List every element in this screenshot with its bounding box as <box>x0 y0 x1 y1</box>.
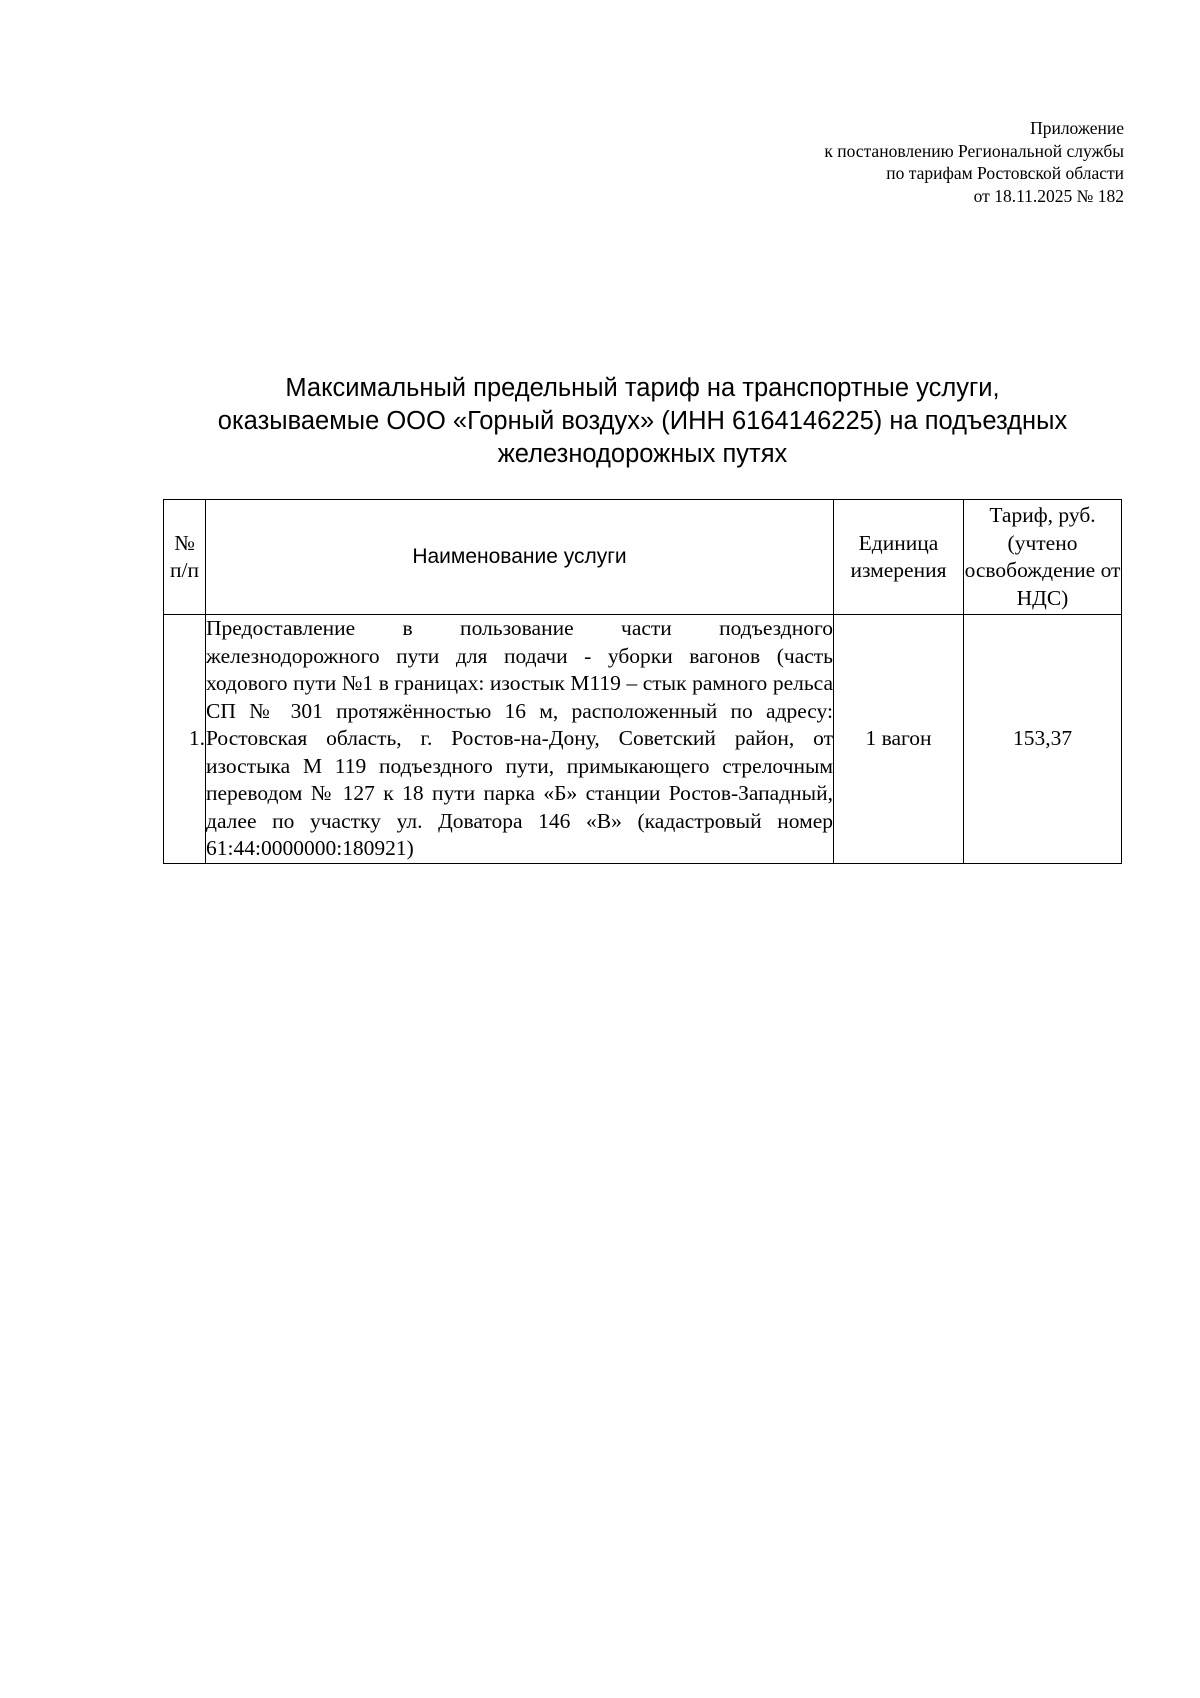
appendix-header <box>824 117 1124 207</box>
header-service-name: Наименование услуги <box>206 500 834 615</box>
appendix-line: Приложение <box>1030 118 1124 138</box>
appendix-line: от 18.11.2025 № 182 <box>973 185 1124 206</box>
row-service-name: Предоставление в пользование части подъездного железнодорожного пути для подачи - уборки вагонов (часть ходового пути №1 в границах: изостык М119 – стык рамного рельса СП № 301 протяжённостью 16 м, расположенный по адресу: Ростовская область, г. Ростов-на-Дону, Советский район, от изостыка М 119 подъездного пути, примыкающего стрелочным переводом № 127 к 18 пути парка «Б» станции Ростов-Западный, далее по участку ул. Доватора 146 «В» (кадастровый номер 61:44:0000000:180921) <box>206 615 834 864</box>
header-unit: Единица измерения <box>834 500 964 615</box>
appendix-line: к постановлению Региональной службы <box>824 140 1124 161</box>
table-header-row <box>164 500 1122 615</box>
title-line: Максимальный предельный тариф на транспортные услуги, <box>285 374 1000 402</box>
row-tariff: 153,37 <box>964 615 1122 864</box>
appendix-line: по тарифам Ростовской области <box>886 163 1124 183</box>
tariff-table <box>163 499 1122 864</box>
header-tariff: Тариф, руб. (учтено освобождение от НДС) <box>964 500 1122 615</box>
title-line: оказываемые ООО «Горный воздух» (ИНН 6164146225) на подъездных <box>217 407 1068 435</box>
document-title <box>150 372 1135 471</box>
row-unit: 1 вагон <box>834 615 964 864</box>
row-number: 1. <box>164 615 206 864</box>
title-line: железнодорожных путях <box>497 440 788 468</box>
header-number: № п/п <box>164 500 206 615</box>
table-row <box>164 615 1122 864</box>
